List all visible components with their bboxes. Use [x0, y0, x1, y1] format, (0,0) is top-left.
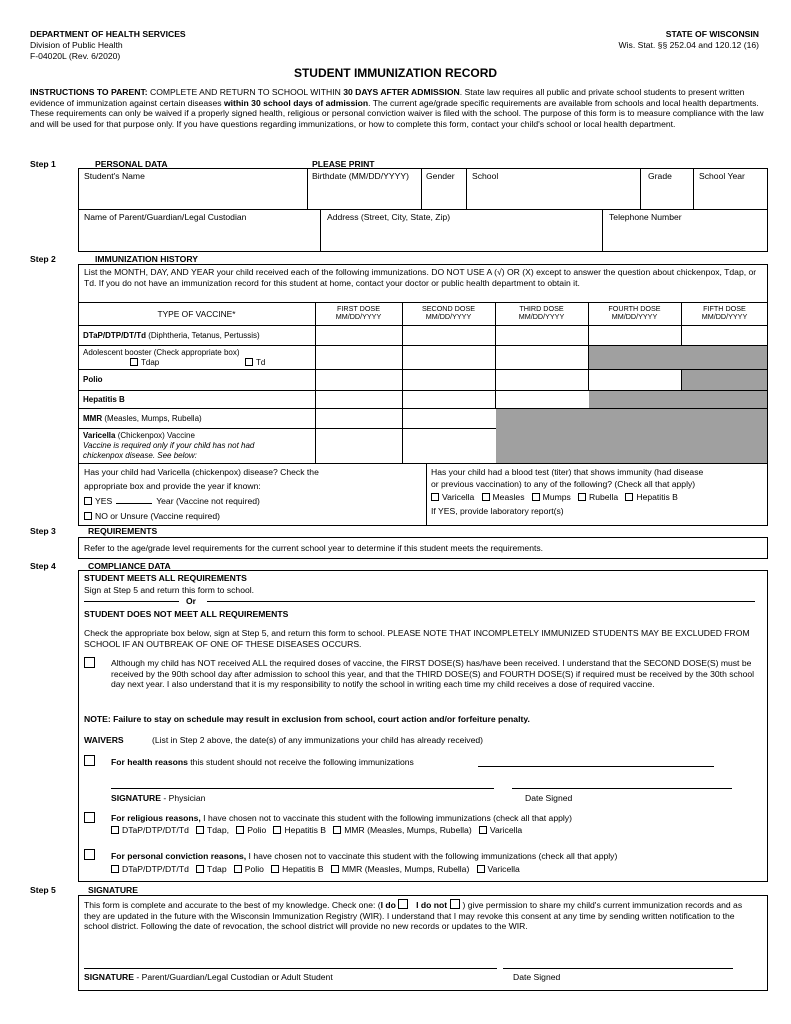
varicella-desc: (Chickenpox) Vaccine	[115, 431, 195, 440]
statute: Wis. Stat. §§ 252.04 and 120.12 (16)	[618, 40, 759, 50]
titer-lab-report: If YES, provide laboratory report(s)	[431, 506, 564, 516]
instructions-bold-2: within 30 school days of admission	[223, 97, 369, 108]
school-field[interactable]: School	[472, 171, 499, 181]
titer-hepb-checkbox[interactable]	[625, 493, 633, 501]
divider	[78, 369, 768, 370]
titer-varicella-checkbox[interactable]	[431, 493, 439, 501]
check-box-instructions: Check the appropriate box below, sign at Step 5, and return this form to school. PLEASE NOTE THAT INCOMPLETELY IMMUNIZED STUDENTS MAY BE EXCLUDED FROM SCHOOL IF AN OUTBREAK OF ONE OF THESE DISEASES OCCURS.	[84, 628, 750, 649]
titer-hepb-label: Hepatitis B	[636, 492, 678, 502]
mmr-desc: (Measles, Mumps, Rubella)	[102, 414, 202, 423]
titer-measles-checkbox[interactable]	[482, 493, 490, 501]
dose3-label: THIRD DOSE	[519, 304, 564, 313]
dtap-desc: (Diphtheria, Tetanus, Pertussis)	[145, 331, 260, 340]
divider	[602, 209, 603, 252]
personal-waiver-checkbox[interactable]	[84, 849, 95, 860]
chickenpox-no-option[interactable]	[84, 511, 220, 521]
consent-text-1: This form is complete and accurate to the best of my knowledge. Check one: (	[84, 900, 381, 910]
consent-text	[84, 899, 760, 932]
rel-dtap-checkbox[interactable]	[111, 826, 119, 834]
pers-polio-label: Polio	[244, 864, 264, 874]
divider	[426, 463, 427, 526]
divider	[640, 168, 641, 209]
dose2-label: SECOND DOSE	[421, 304, 476, 313]
physician-signature-line[interactable]	[111, 788, 494, 789]
dose5-format: MM/DD/YYYY	[701, 312, 748, 321]
rel-mmr-checkbox[interactable]	[333, 826, 341, 834]
varicella-note-1: Vaccine is required only if your child has not had	[83, 441, 255, 450]
signature-label: SIGNATURE	[111, 793, 161, 803]
divider	[207, 601, 755, 602]
chickenpox-question-2: appropriate box and provide the year if known:	[84, 481, 261, 491]
parent-name-field[interactable]: Name of Parent/Guardian/Legal Custodian	[84, 212, 247, 222]
parent-signature-label	[84, 972, 333, 982]
personal-options	[111, 864, 520, 874]
dose2-format: MM/DD/YYYY	[425, 312, 472, 321]
dose1-header	[315, 305, 402, 321]
dose5-header	[681, 305, 768, 321]
rel-hepb-checkbox[interactable]	[273, 826, 281, 834]
personal-waiver-desc: I have chosen not to vaccinate this student with the following immunizations (check all that apply)	[246, 851, 618, 861]
religious-waiver-text	[111, 813, 572, 823]
pers-tdap-checkbox[interactable]	[196, 865, 204, 873]
although-text: Although my child has NOT received ALL the required doses of vaccine, the FIRST DOSE(S) has/have been received. I understand that the SECOND DOSE(S) must be received by the 90th school day after admission to school this year, and that the THIRD DOSE(S) and FOURTH DOSE(S) if required must be received by the 30th school day next year. I also understand that it is my responsibility to notify the school in writing each time my child receives a dose of required vaccine.	[111, 658, 755, 689]
adolescent-booster-label: Adolescent booster (Check appropriate box)	[83, 348, 240, 357]
parent-signature-desc: - Parent/Guardian/Legal Custodian or Adult Student	[133, 972, 333, 982]
year-label: Year (Vaccine not required)	[156, 496, 260, 506]
rel-dtap-label: DTaP/DTP/DT/Td	[122, 825, 189, 835]
although-checkbox[interactable]	[84, 657, 95, 668]
parent-date-line[interactable]	[503, 968, 733, 969]
form-number: F-04020L (Rev. 6/2020)	[30, 51, 121, 61]
row-hepatitis-b: Hepatitis B	[83, 395, 125, 404]
dose3-format: MM/DD/YYYY	[518, 312, 565, 321]
pers-mmr-checkbox[interactable]	[331, 865, 339, 873]
pers-hepb-checkbox[interactable]	[271, 865, 279, 873]
no-label: NO or Unsure (Vaccine required)	[95, 511, 220, 521]
chickenpox-yes-option[interactable]	[84, 496, 260, 506]
health-waiver-checkbox[interactable]	[84, 755, 95, 766]
parent-date-label: Date Signed	[513, 972, 561, 982]
varicella-note-2: chickenpox disease. See below:	[83, 451, 197, 460]
instructions-lead: INSTRUCTIONS TO PARENT:	[30, 87, 148, 97]
divider	[78, 463, 768, 464]
religious-waiver-checkbox[interactable]	[84, 812, 95, 823]
dose4-format: MM/DD/YYYY	[611, 312, 658, 321]
titer-rubella-checkbox[interactable]	[578, 493, 586, 501]
step5-label: Step 5	[30, 885, 56, 895]
shaded-cell	[589, 346, 767, 369]
tdap-label: Tdap	[141, 358, 160, 367]
mmr-label: MMR	[83, 414, 103, 423]
address-field[interactable]: Address (Street, City, State, Zip)	[327, 212, 451, 222]
pers-varicella-label: Varicella	[487, 864, 520, 874]
note-text: NOTE: Failure to stay on schedule may result in exclusion from school, court action and/or forfeiture penalty.	[84, 714, 530, 724]
rel-polio-checkbox[interactable]	[236, 826, 244, 834]
titer-question-1: Has your child had a blood test (titer) that shows immunity (had disease	[431, 467, 704, 477]
telephone-field[interactable]: Telephone Number	[609, 212, 682, 222]
dose2-header	[402, 305, 495, 321]
shaded-cell	[682, 370, 767, 390]
waivers-text: (List in Step 2 above, the date(s) of any immunizations your child has already received)	[152, 735, 484, 745]
waivers-heading: WAIVERS	[84, 735, 124, 745]
instructions-text-2: . State law requires all public and private school students to present written evidence of immunization against certain diseases	[30, 87, 745, 108]
rel-varicella-label: Varicella	[489, 825, 523, 835]
step4-label: Step 4	[30, 561, 56, 571]
dose5-label: FIFTH DOSE	[703, 304, 746, 313]
titer-question-2: or previous vaccination) to any of the following? (Check all that apply)	[431, 479, 696, 489]
page-title: STUDENT IMMUNIZATION RECORD	[293, 66, 498, 80]
titer-options	[431, 492, 678, 502]
dose4-header	[588, 305, 681, 321]
divider	[78, 325, 768, 326]
step1-label: Step 1	[30, 159, 56, 169]
step3-heading: REQUIREMENTS	[88, 526, 158, 536]
varicella-label: Varicella	[83, 431, 116, 440]
birthdate-field[interactable]: Birthdate (MM/DD/YYYY)	[312, 171, 409, 181]
school-year-field[interactable]: School Year	[699, 171, 745, 181]
health-waiver-field[interactable]	[478, 766, 714, 767]
i-do-checkbox[interactable]	[398, 899, 408, 909]
td-label: Td	[256, 358, 266, 367]
row-varicella	[83, 431, 195, 440]
immunization-intro: List the MONTH, DAY, AND YEAR your child received each of the following immunizations. DO NOT USE A (√) OR (X) except to answer the question about chickenpox, Tdap, or Td. If you do not have an immunization record for this student at home, contact your doctor or public health department to obtain it.	[84, 267, 757, 288]
dtap-label: DTaP/DTP/DT/Td	[83, 331, 146, 340]
dose1-format: MM/DD/YYYY	[335, 312, 382, 321]
rel-hepb-label: Hepatitis B	[284, 825, 327, 835]
dept-name: DEPARTMENT OF HEALTH SERVICES	[30, 29, 186, 39]
vaccine-type-header: TYPE OF VACCINE*	[157, 309, 236, 319]
instructions-text-1: COMPLETE AND RETURN TO SCHOOL WITHIN	[147, 87, 344, 97]
pers-dtap-checkbox[interactable]	[111, 865, 119, 873]
rel-tdap-checkbox[interactable]	[196, 826, 204, 834]
td-option[interactable]	[245, 358, 265, 367]
shaded-cell	[589, 391, 767, 408]
personal-waiver-label: For personal conviction reasons,	[111, 851, 247, 861]
parent-signature-line[interactable]	[84, 968, 497, 969]
rel-varicella-checkbox[interactable]	[479, 826, 487, 834]
divider	[466, 168, 467, 209]
td-checkbox[interactable]	[245, 358, 253, 366]
dose1-label: FIRST DOSE	[337, 304, 380, 313]
personal-waiver-text	[111, 851, 617, 861]
step2-heading: IMMUNIZATION HISTORY	[95, 254, 198, 264]
divider	[421, 168, 422, 209]
tdap-option[interactable]	[130, 358, 159, 367]
rel-polio-label: Polio	[247, 825, 267, 835]
requirements-text: Refer to the age/grade level requirements for the current school year to determine if this student meets the requirements.	[84, 543, 544, 553]
pers-varicella-checkbox[interactable]	[477, 865, 485, 873]
i-do-not-label: I do not	[416, 900, 448, 910]
meets-heading: STUDENT MEETS ALL REQUIREMENTS	[84, 573, 247, 583]
instructions-bold-1: 30 DAYS AFTER ADMISSION	[343, 87, 460, 97]
please-print: PLEASE PRINT	[312, 159, 375, 169]
divider	[315, 302, 316, 463]
divider	[307, 168, 308, 209]
step2-label: Step 2	[30, 254, 56, 264]
row-dtap	[83, 331, 260, 340]
shaded-cell	[496, 409, 767, 463]
yes-checkbox[interactable]	[84, 497, 92, 505]
divider	[320, 209, 321, 252]
pers-tdap-label: Tdap	[207, 864, 227, 874]
pers-polio-checkbox[interactable]	[234, 865, 242, 873]
tdap-checkbox[interactable]	[130, 358, 138, 366]
religious-waiver-label: For religious reasons,	[111, 813, 201, 823]
health-waiver-label: For health reasons	[111, 757, 188, 767]
divider	[78, 209, 768, 210]
gender-field[interactable]: Gender	[426, 171, 455, 181]
signature-label: SIGNATURE	[84, 972, 134, 982]
row-polio: Polio	[83, 375, 103, 384]
chickenpox-question-1: Has your child had Varicella (chickenpox) disease? Check the	[84, 467, 319, 477]
step4-heading: COMPLIANCE DATA	[88, 561, 171, 571]
not-meets-heading: STUDENT DOES NOT MEET ALL REQUIREMENTS	[84, 609, 289, 619]
health-waiver-desc: this student should not receive the following immunizations	[187, 757, 414, 767]
divider	[402, 302, 403, 463]
step3-label: Step 3	[30, 526, 56, 536]
divider	[693, 168, 694, 209]
titer-mumps-checkbox[interactable]	[532, 493, 540, 501]
physician-signature-label	[111, 793, 205, 803]
year-field[interactable]	[116, 503, 152, 504]
state-name: STATE OF WISCONSIN	[665, 29, 759, 39]
student-name-field[interactable]: Student's Name	[84, 171, 145, 181]
physician-label: - Physician	[160, 793, 206, 803]
or-label: Or	[186, 596, 197, 606]
divider	[78, 302, 768, 303]
dose4-label: FOURTH DOSE	[608, 304, 661, 313]
i-do-label: I do	[380, 900, 396, 910]
rel-mmr-label: MMR (Measles, Mumps, Rubella)	[344, 825, 472, 835]
religious-waiver-desc: I have chosen not to vaccinate this student with the following immunizations (check all that apply)	[200, 813, 572, 823]
row-mmr	[83, 414, 202, 423]
titer-rubella-label: Rubella	[589, 492, 619, 502]
dose3-header	[495, 305, 588, 321]
religious-options	[111, 825, 522, 835]
step1-heading: PERSONAL DATA	[95, 159, 168, 169]
instructions-text-3: . The current age/grade specific requirements are available from schools and local health departments. These requirements can only be waived if a properly signed health, religious or personal conviction waiver is filed with the school. The purpose of this form is to measure compliance with the law and will be used for that purpose only. If you have questions regarding immunizations, or how to complete this form, contact your child's school or local health department.	[30, 97, 764, 129]
physician-date-label: Date Signed	[525, 793, 573, 803]
pers-dtap-label: DTaP/DTP/DT/Td	[122, 864, 189, 874]
yes-label: YES	[95, 496, 113, 506]
no-checkbox[interactable]	[84, 512, 92, 520]
titer-measles-label: Measles	[492, 492, 525, 502]
division-name: Division of Public Health	[30, 40, 123, 50]
meets-text: Sign at Step 5 and return this form to school.	[84, 585, 255, 595]
i-do-not-checkbox[interactable]	[450, 899, 460, 909]
titer-mumps-label: Mumps	[542, 492, 571, 502]
physician-date-line[interactable]	[512, 788, 732, 789]
consent-text-2: ) give permission to share my child's current immunization records and as they are updated in the future with the Wisconsin Immunization Registry (WIR). I understand that I may revoke this consent at any time by sending written notification to the school district. Following the date of revocation, the school district will provide no new records or updates to the WIR.	[84, 900, 743, 931]
instructions	[30, 87, 765, 129]
step5-heading: SIGNATURE	[88, 885, 138, 895]
divider	[84, 601, 179, 602]
pers-mmr-label: MMR (Measles, Mumps, Rubella)	[341, 864, 470, 874]
health-waiver-text	[111, 757, 414, 767]
pers-hepb-label: Hepatitis B	[282, 864, 324, 874]
titer-varicella-label: Varicella	[442, 492, 475, 502]
rel-tdap-label: Tdap,	[207, 825, 230, 835]
grade-field[interactable]: Grade	[648, 171, 672, 181]
